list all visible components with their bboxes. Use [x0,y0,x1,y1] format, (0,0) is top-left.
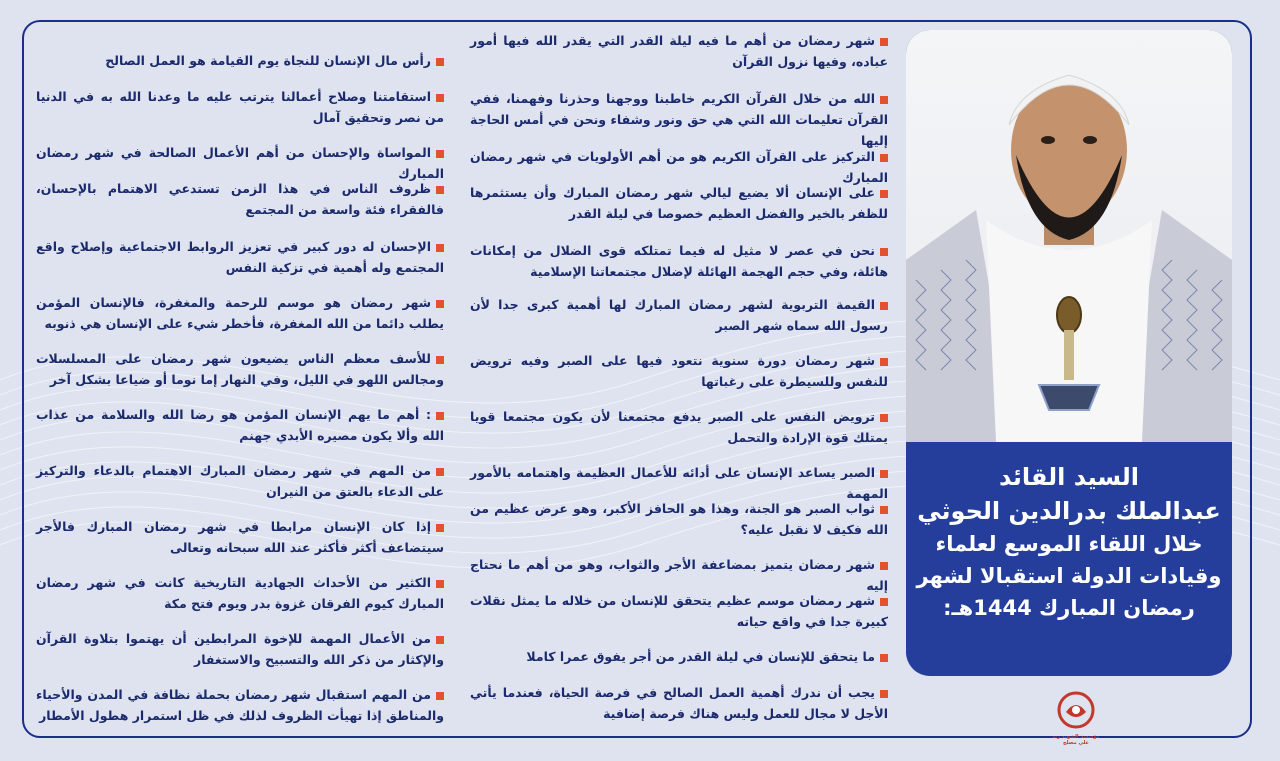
speaker-panel [906,30,1232,676]
statement-item: رأس مال الإنسان للنجاة يوم القيامة هو العمل الصالح [36,50,444,71]
headline [906,460,1232,624]
statement-item: شهر رمضان موسم عظيم يتحقق للإنسان من خلاله ما يمثل نقلات كبيرة جدا في واقع حياته [470,593,888,629]
bullet-icon [436,412,444,420]
logo-emblem-icon [1056,690,1096,730]
title-line-1: السيد القائد [998,463,1140,491]
statement-item: ترويض النفس على الصبر يدفع مجتمعنا لأن يكون مجتمعا قويا يمتلك قوة الإرادة والتحمل [470,409,888,445]
title-line-2: عبدالملك بدرالدين الحوثي [917,497,1221,525]
statement-item: يجب أن ندرك أهمية العمل الصالح في فرصة الحياة، فعندما يأتي الأجل لا مجال للعمل وليس هناك فرصة إضافية [470,685,888,721]
title-line-3: خلال اللقاء الموسع لعلماء وقيادات الدولة استقبالا لشهر رمضان المبارك 1444هـ: [916,532,1222,620]
statement-item: للأسف معظم الناس يضيعون شهر رمضان على المسلسلات ومجالس اللهو في الليل، وفي النهار إما نوما أو ضياعا بشكل آخر [36,351,444,387]
bullet-icon [880,470,888,478]
statement-item: إذا كان الإنسان مرابطا في شهر رمضان المبارك فالأجر سيتضاعف أكثر فأكثر عند الله سبحانه وتعالى [36,519,444,555]
bullet-icon [880,598,888,606]
statement-item: من المهم استقبال شهر رمضان بحملة نظافة في المدن والأحياء والمناطق إذا تهيأت الظروف لذلك في ظل استمرار هطول الأمطار [36,687,444,723]
organization-logo [1048,690,1104,748]
statement-item: شهر رمضان يتميز بمضاعفة الأجر والثواب، وهو من أهم ما نحتاج إليه [470,557,888,593]
statement-item: شهر رمضان من أهم ما فيه ليلة القدر التي يقدر الله فيها أمور عباده، وفيها نزول القرآن [470,33,888,69]
statement-item: نحن في عصر لا مثيل له فيما تمتلكه قوى الضلال من إمكانات هائلة، وفي حجم الهجمة الهائلة لإضلال مجتمعاتنا الإسلامية [470,243,888,279]
bullet-icon [436,636,444,644]
bullet-icon [436,58,444,66]
bullet-icon [880,414,888,422]
bullet-icon [436,356,444,364]
bullet-icon [880,358,888,366]
bullet-icon [436,186,444,194]
statement-item: الإحسان له دور كبير في تعزيز الروابط الاجتماعية وإصلاح واقع المجتمع وله أهمية في تزكية النفس [36,239,444,275]
statement-item: ظروف الناس في هذا الزمن تستدعي الاهتمام بالإحسان، فالفقراء فئة واسعة من المجتمع [36,181,444,217]
bullet-icon [436,150,444,158]
bullet-icon [436,580,444,588]
statement-item: الكثير من الأحداث الجهادية التاريخية كانت في شهر رمضان المبارك كيوم الفرقان غزوة بدر ويوم فتح مكة [36,575,444,611]
bullet-icon [880,506,888,514]
bullet-icon [880,302,888,310]
statement-item: الصبر يساعد الإنسان على أدائه للأعمال العظيمة واهتمامه بالأمور المهمة [470,465,888,501]
bullet-icon [880,96,888,104]
bullet-icon [436,524,444,532]
logo-caption: مؤسسة الشهيد زيد علي مصلح [1052,734,1100,746]
bullet-icon [436,468,444,476]
statement-item: من الأعمال المهمة للإخوة المرابطين أن يهتموا بتلاوة القرآن والإكثار من ذكر الله والتسبيح والاستغفار [36,631,444,667]
bullet-icon [436,300,444,308]
bullet-icon [880,38,888,46]
statement-item: ثواب الصبر هو الجنة، وهذا هو الحافز الأكبر، وهو عرض عظيم من الله فكيف لا نقبل عليه؟ [470,501,888,537]
statement-item: القيمة التربوية لشهر رمضان المبارك لها أهمية كبرى جدا لأن رسول الله سماه شهر الصبر [470,297,888,333]
statement-item: التركيز على القرآن الكريم هو من أهم الأولويات في شهر رمضان المبارك [470,149,888,185]
bullet-icon [436,94,444,102]
bullet-icon [436,692,444,700]
statement-item: من المهم في شهر رمضان المبارك الاهتمام بالدعاء والتركيز على الدعاء بالعتق من النيران [36,463,444,499]
portrait-illustration [906,30,1232,442]
statement-item: شهر رمضان هو موسم للرحمة والمغفرة، فالإنسان المؤمن يطلب دائما من الله المغفرة، فأخطر شيء على الإنسان هي ذنوبه [36,295,444,331]
bullet-icon [880,654,888,662]
bullet-icon [880,248,888,256]
bullet-icon [880,190,888,198]
speaker-portrait [906,30,1232,442]
statement-item: استقامتنا وصلاح أعمالنا يترتب عليه ما وعدنا الله به في الدنيا من نصر وتحقيق آمال [36,89,444,125]
statement-item: على الإنسان ألا يضيع ليالي شهر رمضان المبارك وأن يستثمرها للظفر بالخير والفضل العظيم خصوصا في ليلة القدر [470,185,888,221]
statement-item: : أهم ما يهم الإنسان المؤمن هو رضا الله والسلامة من عذاب الله وألا يكون مصيره الأبدي جهنم [36,407,444,443]
bullet-icon [880,690,888,698]
statement-item: الله من خلال القرآن الكريم خاطبنا ووجهنا وحذرنا وفهمنا، ففي القرآن تعليمات الله التي هي حق ونور وشفاء ونحن في أمس الحاجة إليها [470,91,888,148]
statement-item: شهر رمضان دورة سنوية نتعود فيها على الصبر وفيه ترويض للنفس وللسيطرة على رغباتها [470,353,888,389]
bullet-icon [436,244,444,252]
bullet-icon [880,562,888,570]
statement-item: المواساة والإحسان من أهم الأعمال الصالحة في شهر رمضان المبارك [36,145,444,181]
bullet-icon [880,154,888,162]
statement-item: ما يتحقق للإنسان في ليلة القدر من أجر يفوق عمرا كاملا [470,646,888,667]
